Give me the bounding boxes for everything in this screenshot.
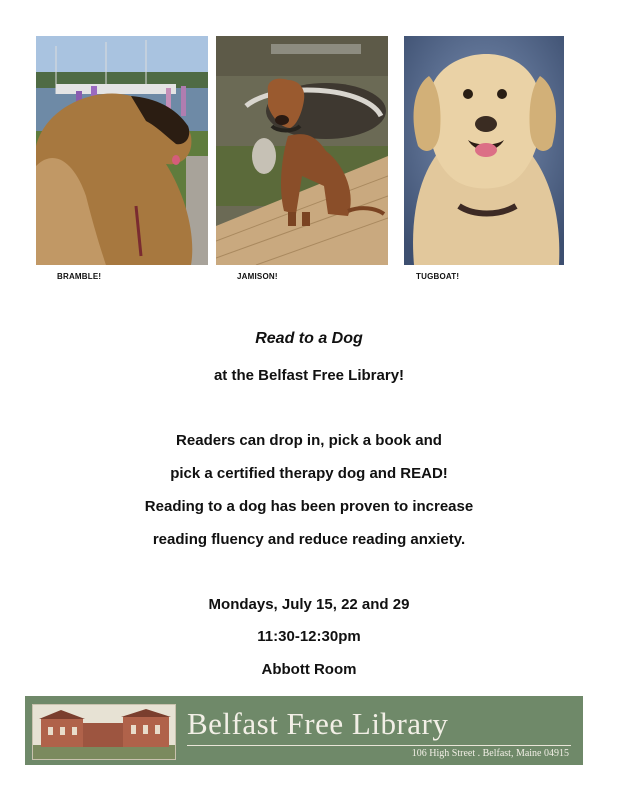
- event-venue: at the Belfast Free Library!: [213, 367, 405, 384]
- caption-jamison: JAMISON!: [237, 272, 278, 281]
- banner-divider: [187, 745, 571, 746]
- library-name: Belfast Free Library: [187, 706, 449, 741]
- library-building-image: [32, 704, 176, 760]
- photo-tugboat: [404, 36, 564, 265]
- description-line-1: Readers can drop in, pick a book and: [176, 432, 442, 449]
- caption-tugboat: TUGBOAT!: [416, 272, 460, 281]
- event-title: Read to a Dog: [255, 330, 363, 347]
- photo-jamison: [216, 36, 388, 265]
- library-address: 106 High Street . Belfast, Maine 04915: [411, 748, 569, 759]
- photo-bramble: [36, 36, 208, 265]
- event-time: 11:30-12:30pm: [257, 628, 361, 645]
- event-dates: Mondays, July 15, 22 and 29: [208, 596, 410, 613]
- library-banner: [25, 696, 583, 765]
- description-line-3: Reading to a dog has been proven to increase: [144, 498, 474, 515]
- description-line-2: pick a certified therapy dog and READ!: [170, 465, 448, 482]
- caption-bramble: BRAMBLE!: [57, 272, 102, 281]
- event-location: Abbott Room: [261, 661, 357, 678]
- description-line-4: reading fluency and reduce reading anxiety.: [152, 531, 466, 548]
